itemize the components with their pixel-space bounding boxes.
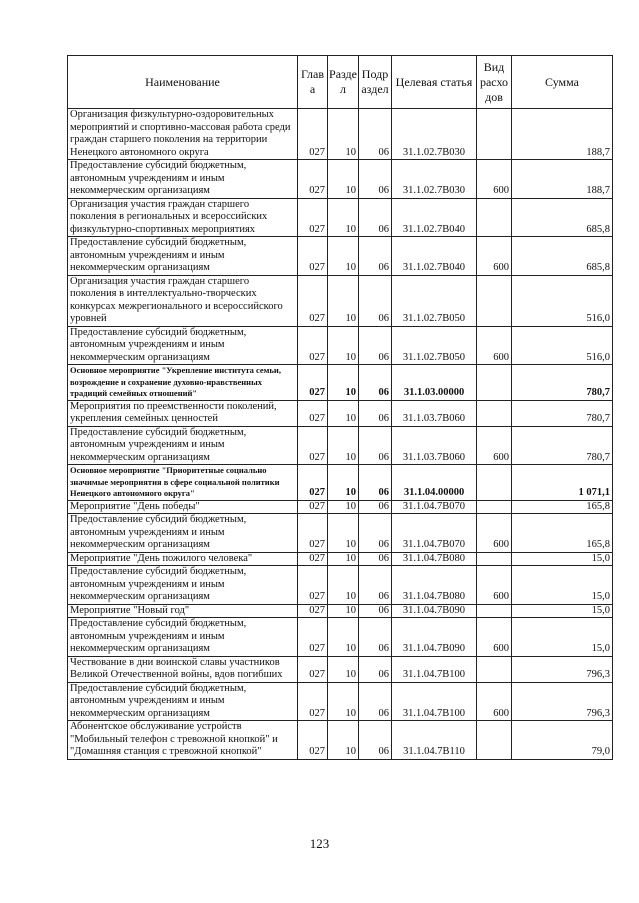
row-chapter: 027 — [298, 160, 328, 199]
row-chapter: 027 — [298, 604, 328, 618]
table-row — [68, 465, 613, 501]
row-name: Организация участия граждан старшего поколения в интеллектуально-творческих конкурсах межрегионального и всероссийского уровней — [68, 275, 298, 326]
row-sum: 516,0 — [512, 326, 613, 365]
row-section: 10 — [328, 465, 359, 501]
table-row — [68, 604, 613, 618]
row-sum: 780,7 — [512, 426, 613, 465]
row-section: 10 — [328, 160, 359, 199]
row-subsection: 06 — [359, 198, 392, 237]
row-expense-type — [477, 198, 512, 237]
row-subsection: 06 — [359, 426, 392, 465]
row-target: 31.1.03.7В060 — [392, 400, 477, 426]
row-chapter: 027 — [298, 275, 328, 326]
row-sum: 188,7 — [512, 160, 613, 199]
row-name: Мероприятия по преемственности поколений, укрепления семейных ценностей — [68, 400, 298, 426]
row-expense-type — [477, 400, 512, 426]
row-subsection: 06 — [359, 275, 392, 326]
row-expense-type: 600 — [477, 160, 512, 199]
row-target: 31.1.04.7В110 — [392, 721, 477, 760]
row-target: 31.1.04.7В090 — [392, 618, 477, 657]
row-name: Мероприятие "Новый год" — [68, 604, 298, 618]
row-section: 10 — [328, 656, 359, 682]
row-expense-type: 600 — [477, 237, 512, 276]
row-chapter: 027 — [298, 566, 328, 605]
row-target: 31.1.04.7В100 — [392, 656, 477, 682]
table-row — [68, 618, 613, 657]
row-section: 10 — [328, 365, 359, 401]
table-row — [68, 552, 613, 566]
row-subsection: 06 — [359, 465, 392, 501]
row-section: 10 — [328, 275, 359, 326]
row-name: Основное мероприятие "Укрепление института семьи, возрождение и сохранение духовно-нравственных традиций семейных отношений" — [68, 365, 298, 401]
header-section: Разде л — [328, 56, 359, 109]
row-name: Организация участия граждан старшего поколения в региональных и всероссийских физкультурно-спортивных мероприятиях — [68, 198, 298, 237]
row-expense-type: 600 — [477, 326, 512, 365]
row-section: 10 — [328, 682, 359, 721]
row-subsection: 06 — [359, 365, 392, 401]
row-section: 10 — [328, 426, 359, 465]
header-subsection: Подр аздел — [359, 56, 392, 109]
row-sum: 15,0 — [512, 618, 613, 657]
row-subsection: 06 — [359, 109, 392, 160]
row-section: 10 — [328, 566, 359, 605]
table-row — [68, 326, 613, 365]
row-chapter: 027 — [298, 365, 328, 401]
table-row — [68, 198, 613, 237]
table-row — [68, 656, 613, 682]
row-expense-type — [477, 721, 512, 760]
row-expense-type — [477, 465, 512, 501]
row-sum: 15,0 — [512, 552, 613, 566]
row-section: 10 — [328, 198, 359, 237]
row-expense-type: 600 — [477, 682, 512, 721]
row-target: 31.1.04.7В080 — [392, 566, 477, 605]
row-target: 31.1.02.7В040 — [392, 237, 477, 276]
row-target: 31.1.02.7В030 — [392, 109, 477, 160]
row-sum: 685,8 — [512, 237, 613, 276]
row-name: Предоставление субсидий бюджетным, автономным учреждениям и иным некоммерческим организациям — [68, 566, 298, 605]
row-section: 10 — [328, 237, 359, 276]
table-row — [68, 682, 613, 721]
row-section: 10 — [328, 552, 359, 566]
row-chapter: 027 — [298, 465, 328, 501]
row-target: 31.1.03.7В060 — [392, 426, 477, 465]
table-row — [68, 237, 613, 276]
row-section: 10 — [328, 721, 359, 760]
row-sum: 796,3 — [512, 682, 613, 721]
row-name: Абонентское обслуживание устройств "Мобильный телефон с тревожной кнопкой" и "Домашняя станция с тревожной кнопкой" — [68, 721, 298, 760]
row-name: Предоставление субсидий бюджетным, автономным учреждениям и иным некоммерческим организациям — [68, 326, 298, 365]
row-sum: 188,7 — [512, 109, 613, 160]
table-row — [68, 400, 613, 426]
row-section: 10 — [328, 500, 359, 514]
row-name: Мероприятие "День победы" — [68, 500, 298, 514]
row-sum: 780,7 — [512, 400, 613, 426]
page-number: 123 — [309, 836, 330, 851]
header-sum: Сумма — [512, 56, 613, 109]
row-expense-type — [477, 656, 512, 682]
row-name: Предоставление субсидий бюджетным, автономным учреждениям и иным некоммерческим организациям — [68, 426, 298, 465]
row-sum: 15,0 — [512, 566, 613, 605]
row-section: 10 — [328, 618, 359, 657]
row-name: Основное мероприятие "Приоритетные социально значимые мероприятия в сфере социальной политики Ненецкого автономного округа" — [68, 465, 298, 501]
row-subsection: 06 — [359, 514, 392, 553]
row-chapter: 027 — [298, 618, 328, 657]
row-expense-type: 600 — [477, 566, 512, 605]
row-target: 31.1.02.7В050 — [392, 275, 477, 326]
row-expense-type — [477, 500, 512, 514]
row-target: 31.1.04.7В100 — [392, 682, 477, 721]
row-name: Предоставление субсидий бюджетным, автономным учреждениям и иным некоммерческим организациям — [68, 514, 298, 553]
table-row — [68, 721, 613, 760]
row-chapter: 027 — [298, 500, 328, 514]
row-subsection: 06 — [359, 721, 392, 760]
row-sum: 15,0 — [512, 604, 613, 618]
row-section: 10 — [328, 604, 359, 618]
header-name: Наименование — [68, 56, 298, 109]
table-header-row — [68, 56, 613, 109]
header-expense-type: Вид расхо дов — [477, 56, 512, 109]
row-section: 10 — [328, 326, 359, 365]
row-sum: 165,8 — [512, 514, 613, 553]
row-chapter: 027 — [298, 326, 328, 365]
header-chapter: Глав а — [298, 56, 328, 109]
row-expense-type: 600 — [477, 514, 512, 553]
row-section: 10 — [328, 514, 359, 553]
row-target: 31.1.04.7В080 — [392, 552, 477, 566]
row-name: Предоставление субсидий бюджетным, автономным учреждениям и иным некоммерческим организациям — [68, 237, 298, 276]
row-expense-type — [477, 365, 512, 401]
row-name: Чествование в дни воинской славы участников Великой Отечественной войны, вдов погибших — [68, 656, 298, 682]
row-expense-type — [477, 109, 512, 160]
row-expense-type — [477, 275, 512, 326]
row-sum: 685,8 — [512, 198, 613, 237]
row-chapter: 027 — [298, 198, 328, 237]
table-row — [68, 500, 613, 514]
table-row — [68, 514, 613, 553]
row-sum: 780,7 — [512, 365, 613, 401]
row-chapter: 027 — [298, 426, 328, 465]
row-name: Мероприятие "День пожилого человека" — [68, 552, 298, 566]
row-expense-type — [477, 552, 512, 566]
row-subsection: 06 — [359, 160, 392, 199]
row-expense-type — [477, 604, 512, 618]
row-expense-type: 600 — [477, 618, 512, 657]
row-target: 31.1.02.7В050 — [392, 326, 477, 365]
row-subsection: 06 — [359, 500, 392, 514]
row-sum: 516,0 — [512, 275, 613, 326]
row-target: 31.1.04.7В090 — [392, 604, 477, 618]
row-chapter: 027 — [298, 552, 328, 566]
table-body — [68, 109, 613, 760]
row-sum: 165,8 — [512, 500, 613, 514]
row-subsection: 06 — [359, 552, 392, 566]
row-chapter: 027 — [298, 656, 328, 682]
row-target: 31.1.03.00000 — [392, 365, 477, 401]
row-subsection: 06 — [359, 618, 392, 657]
row-subsection: 06 — [359, 682, 392, 721]
row-subsection: 06 — [359, 326, 392, 365]
row-subsection: 06 — [359, 237, 392, 276]
row-sum: 796,3 — [512, 656, 613, 682]
row-chapter: 027 — [298, 109, 328, 160]
row-target: 31.1.04.00000 — [392, 465, 477, 501]
row-chapter: 027 — [298, 721, 328, 760]
table-row — [68, 160, 613, 199]
table-row — [68, 566, 613, 605]
row-target: 31.1.04.7В070 — [392, 514, 477, 553]
row-subsection: 06 — [359, 400, 392, 426]
row-name: Организация физкультурно-оздоровительных мероприятий и спортивно-массовая работа среди граждан старшего поколения на территории Ненецкого автономного округа — [68, 109, 298, 160]
table-row — [68, 275, 613, 326]
row-name: Предоставление субсидий бюджетным, автономным учреждениям и иным некоммерческим организациям — [68, 618, 298, 657]
row-sum: 1 071,1 — [512, 465, 613, 501]
row-subsection: 06 — [359, 566, 392, 605]
row-expense-type: 600 — [477, 426, 512, 465]
table-row — [68, 426, 613, 465]
budget-table — [67, 55, 613, 760]
header-target: Целевая статья — [392, 56, 477, 109]
row-subsection: 06 — [359, 656, 392, 682]
row-target: 31.1.02.7В030 — [392, 160, 477, 199]
table-row — [68, 365, 613, 401]
row-name: Предоставление субсидий бюджетным, автономным учреждениям и иным некоммерческим организациям — [68, 682, 298, 721]
row-sum: 79,0 — [512, 721, 613, 760]
row-chapter: 027 — [298, 514, 328, 553]
row-chapter: 027 — [298, 400, 328, 426]
row-chapter: 027 — [298, 682, 328, 721]
row-section: 10 — [328, 400, 359, 426]
row-target: 31.1.04.7В070 — [392, 500, 477, 514]
row-chapter: 027 — [298, 237, 328, 276]
row-target: 31.1.02.7В040 — [392, 198, 477, 237]
row-section: 10 — [328, 109, 359, 160]
row-name: Предоставление субсидий бюджетным, автономным учреждениям и иным некоммерческим организациям — [68, 160, 298, 199]
row-subsection: 06 — [359, 604, 392, 618]
table-row — [68, 109, 613, 160]
